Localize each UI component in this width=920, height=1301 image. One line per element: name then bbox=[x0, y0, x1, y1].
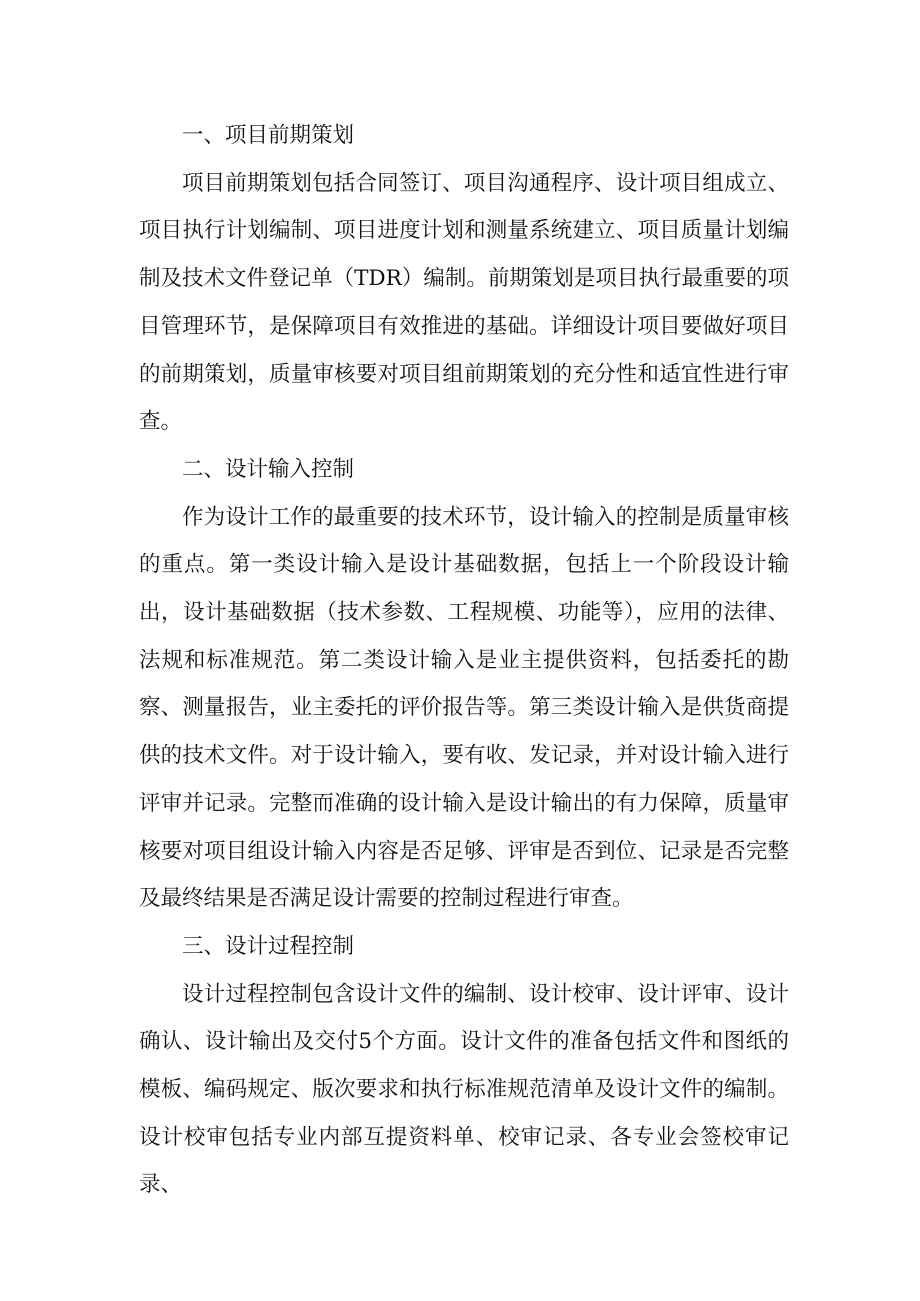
section-body-project-planning: 项目前期策划包括合同签订、项目沟通程序、设计项目组成立、项目执行计划编制、项目进度计划和测量系统建立、项目质量计划编制及技术文件登记单（TDR）编制。前期策划是项目执行最重要的项目管理环节，是保障项目有效推进的基础。详细设计项目要做好项目的前期策划，质量审核要对项目组前期策划的充分性和适宜性进行审查。 bbox=[139, 170, 789, 435]
section-heading-design-process: 三、设计过程控制 bbox=[182, 933, 355, 959]
section-body-design-process: 设计过程控制包含设计文件的编制、设计校审、设计评审、设计确认、设计输出及交付5个方面。设计文件的准备包括文件和图纸的模板、编码规定、版次要求和执行标准规范清单及设计文件的编制。设计校审包括专业内部互提资料单、校审记录、各专业会签校审记录、 bbox=[139, 981, 789, 1198]
section-heading-design-input: 二、设计输入控制 bbox=[182, 456, 355, 482]
section-heading-project-planning: 一、项目前期策划 bbox=[182, 123, 355, 148]
section-body-design-input: 作为设计工作的最重要的技术环节，设计输入的控制是质量审核的重点。第一类设计输入是设计基础数据，包括上一个阶段设计输出，设计基础数据（技术参数、工程规模、功能等），应用的法律、法规和标准规范。第二类设计输入是业主提供资料，包括委托的勘察、测量报告，业主委托的评价报告等。第三类设计输入是供货商提供的技术文件。对于设计输入，要有收、发记录，并对设计输入进行评审并记录。完整而准确的设计输入是设计输出的有力保障，质量审核要对项目组设计输入内容是否足够、评审是否到位、记录是否完整及最终结果是否满足设计需要的控制过程进行审查。 bbox=[139, 504, 789, 912]
document-body bbox=[139, 112, 789, 1209]
